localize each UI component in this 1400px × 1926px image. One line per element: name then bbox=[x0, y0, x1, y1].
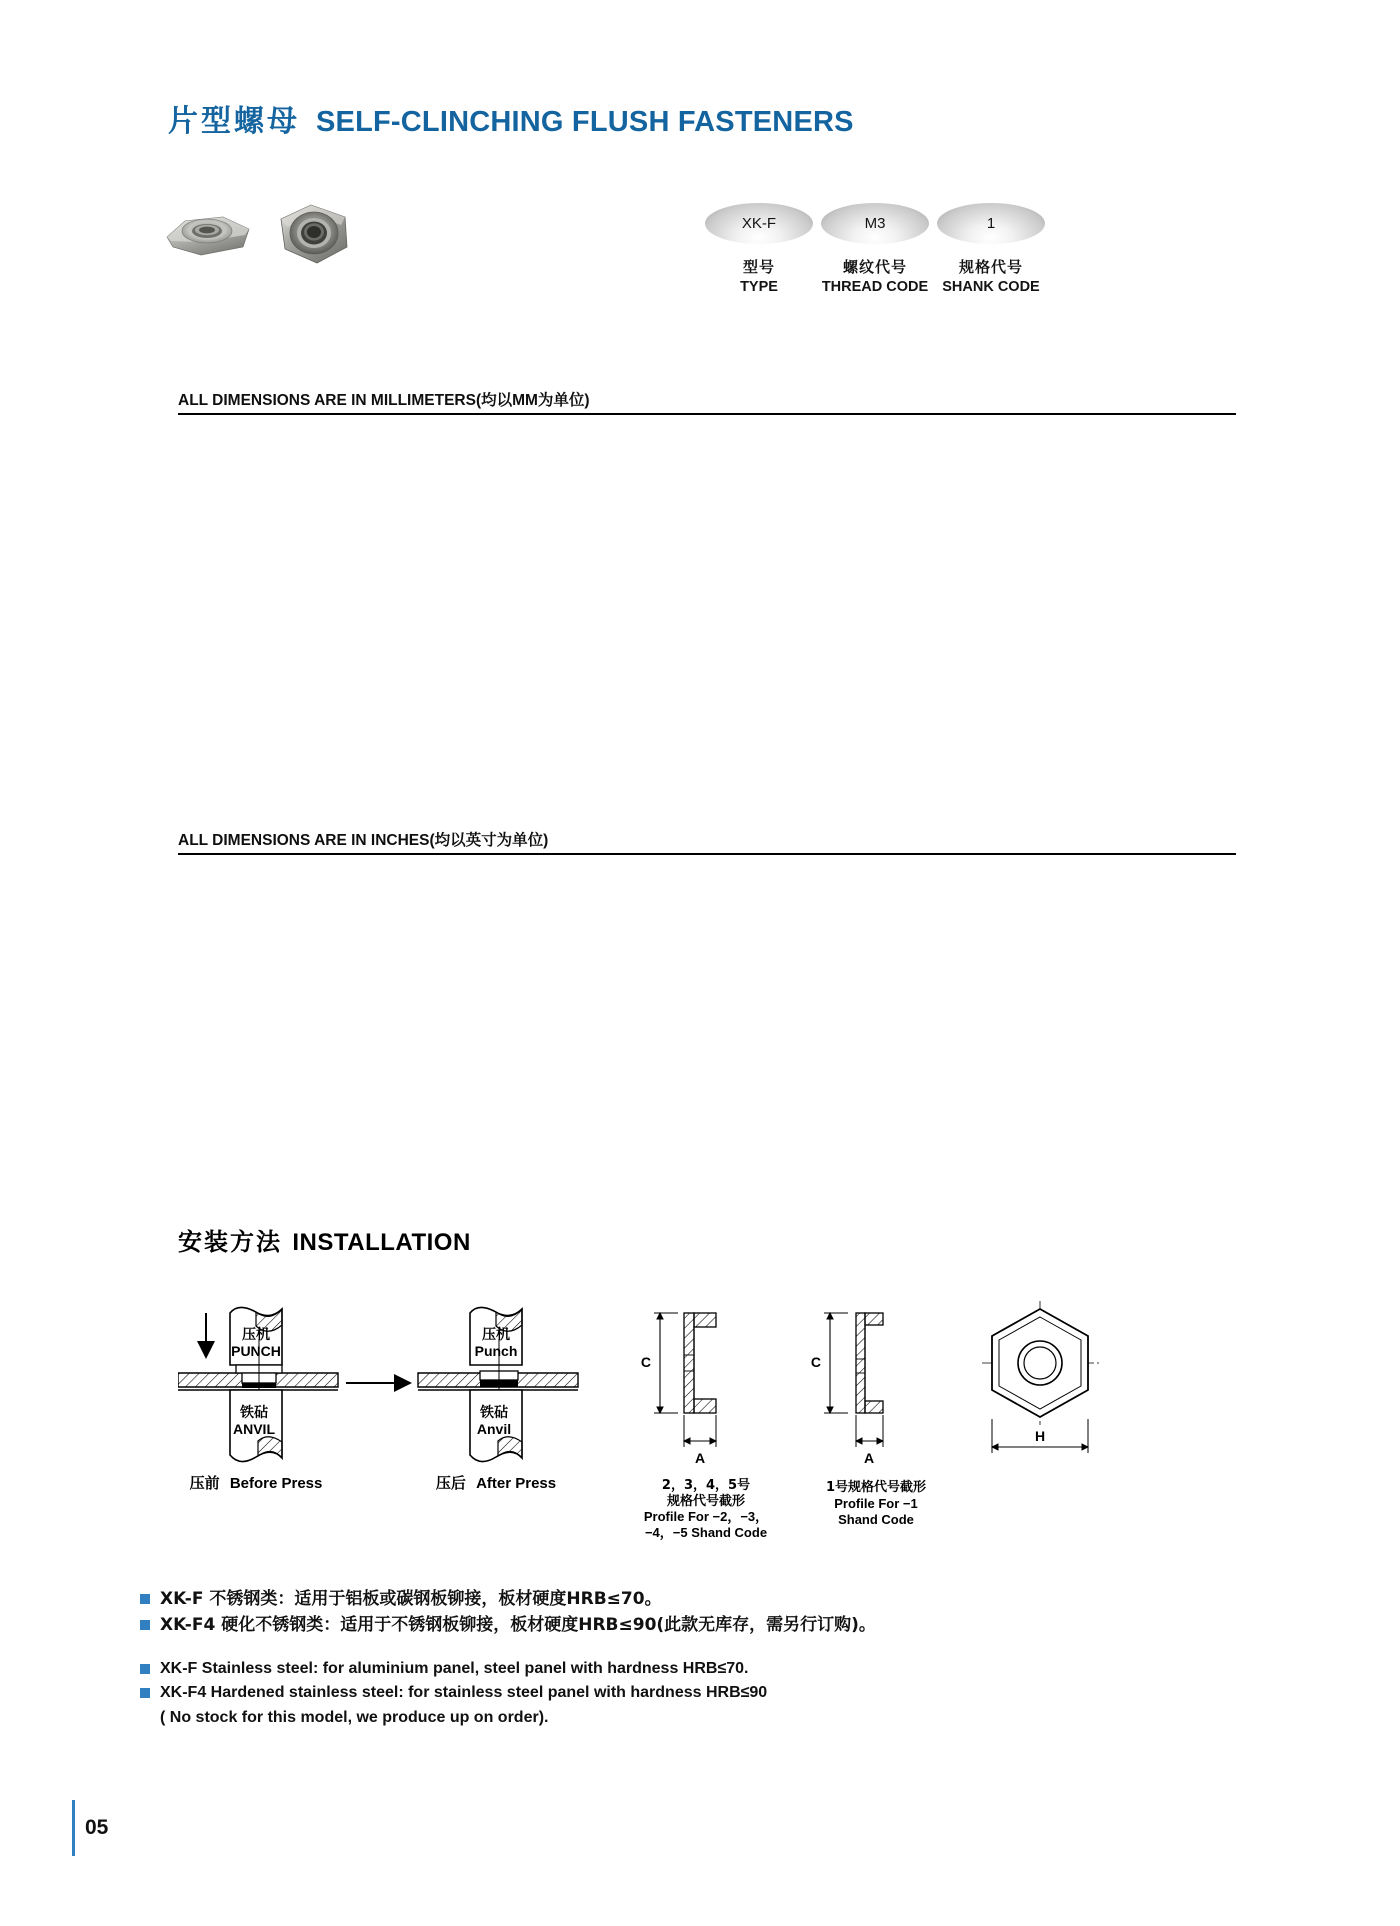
square-bullet-icon bbox=[140, 1664, 150, 1674]
install-step-before-press bbox=[178, 1307, 338, 1492]
svg-text:压机: 压机 bbox=[482, 1327, 510, 1343]
svg-text:−4，−5 Shand Code: −4，−5 Shand Code bbox=[644, 1525, 768, 1540]
profile-diagram-shank-1 bbox=[811, 1313, 927, 1527]
svg-text:铁砧: 铁砧 bbox=[480, 1405, 508, 1421]
svg-text:Profile For −2，−3，: Profile For −2，−3， bbox=[643, 1509, 769, 1524]
svg-text:压后 After Press: 压后 After Press bbox=[435, 1474, 557, 1492]
part-code-label-cn-type: 型号 bbox=[742, 258, 775, 276]
profile-a-dim-c: C bbox=[640, 1354, 651, 1370]
part-code-item-shank bbox=[937, 203, 1045, 295]
part-code-item-thread bbox=[821, 203, 929, 295]
hex-dim-h: H bbox=[1034, 1428, 1046, 1444]
mm-table-caption: ALL DIMENSIONS ARE IN MILLIMETERS(均以MM为单位) bbox=[178, 392, 590, 409]
part-code-item-type bbox=[705, 203, 813, 295]
svg-text:规格代号截形: 规格代号截形 bbox=[666, 1494, 746, 1509]
profile-diagram-multi-shank bbox=[641, 1313, 768, 1541]
installation-title bbox=[178, 1222, 471, 1257]
hex-profile-diagram bbox=[982, 1301, 1102, 1453]
nut-photo-left bbox=[167, 217, 249, 255]
mm-table-block bbox=[178, 388, 1234, 415]
nut-photo-right bbox=[281, 205, 347, 263]
part-code-label-cn-thread: 螺纹代号 bbox=[842, 258, 907, 276]
inch-spec-table bbox=[178, 853, 1236, 855]
svg-text:Punch: Punch bbox=[474, 1343, 518, 1359]
note-en-1 bbox=[140, 1658, 1240, 1680]
svg-text:PUNCH: PUNCH bbox=[231, 1343, 281, 1359]
product-photos bbox=[155, 185, 405, 280]
square-bullet-icon bbox=[140, 1688, 150, 1698]
part-code-value-thread: M3 bbox=[821, 203, 929, 244]
note-cn-1 bbox=[140, 1588, 1240, 1611]
page-title-cn: 片型螺母 bbox=[168, 104, 300, 139]
svg-text:1号规格代号截形: 1号规格代号截形 bbox=[825, 1480, 927, 1495]
page-title-en: SELF-CLINCHING FLUSH FASTENERS bbox=[316, 106, 854, 138]
profile-a-dim-a: A bbox=[694, 1450, 706, 1466]
page-footer bbox=[72, 1800, 108, 1856]
svg-text:压机: 压机 bbox=[242, 1327, 270, 1343]
inch-table-block bbox=[178, 828, 1234, 855]
svg-text:ANVIL: ANVIL bbox=[233, 1421, 275, 1437]
page-number: 05 bbox=[85, 1816, 109, 1839]
square-bullet-icon bbox=[140, 1620, 150, 1630]
part-code-value-shank: 1 bbox=[937, 203, 1045, 244]
note-en-3 bbox=[140, 1707, 1240, 1729]
mm-spec-table bbox=[178, 413, 1236, 415]
page-header bbox=[168, 96, 854, 140]
svg-text:铁砧: 铁砧 bbox=[240, 1405, 268, 1421]
part-code-label-en-type: TYPE bbox=[740, 279, 778, 295]
square-bullet-icon-placeholder bbox=[140, 1713, 150, 1723]
note-cn-2-text: XK-F4 硬化不锈钢类：适用于不锈钢板铆接，板材硬度HRB≤90(此款无库存，需另行订购)。 bbox=[160, 1614, 876, 1635]
part-code-label-en-thread: THREAD CODE bbox=[821, 279, 929, 295]
note-cn-1-text: XK-F 不锈钢类：适用于铝板或碳钢板铆接，板材硬度HRB≤70。 bbox=[160, 1589, 662, 1609]
svg-text:Profile For −1: Profile For −1 bbox=[834, 1496, 918, 1511]
square-bullet-icon bbox=[140, 1594, 150, 1604]
svg-text:Shand Code: Shand Code bbox=[838, 1512, 914, 1527]
profile-b-dim-a: A bbox=[863, 1450, 875, 1466]
svg-text:2，3，4，5号: 2，3，4，5号 bbox=[661, 1478, 751, 1493]
svg-text:Anvil: Anvil bbox=[476, 1421, 512, 1437]
part-code-label-en-shank: SHANK CODE bbox=[942, 279, 1040, 295]
install-step-after-press bbox=[418, 1307, 578, 1492]
installation-diagrams bbox=[178, 1295, 1234, 1565]
footer-accent-bar bbox=[72, 1800, 75, 1856]
part-code-label-cn-shank: 规格代号 bbox=[958, 258, 1023, 276]
notes-spacer bbox=[140, 1640, 1240, 1658]
note-en-1-text: XK-F Stainless steel: for aluminium panel, steel panel with hardness HRB≤70. bbox=[160, 1659, 749, 1677]
note-en-3-text: ( No stock for this model, we produce up on order). bbox=[160, 1709, 549, 1727]
part-code-value-type: XK-F bbox=[705, 203, 813, 244]
svg-text:压前 Before Press: 压前 Before Press bbox=[189, 1474, 323, 1492]
inch-table-caption: ALL DIMENSIONS ARE IN INCHES(均以英寸为单位) bbox=[178, 832, 549, 849]
part-code-legend bbox=[705, 203, 1045, 295]
note-cn-2 bbox=[140, 1614, 1240, 1637]
note-en-2-text: XK-F4 Hardened stainless steel: for stainless steel panel with hardness HRB≤90 bbox=[160, 1684, 768, 1702]
note-en-2 bbox=[140, 1682, 1240, 1704]
installation-title-cn: 安装方法 bbox=[178, 1228, 282, 1256]
profile-b-dim-c: C bbox=[810, 1354, 821, 1370]
notes-section bbox=[140, 1588, 1240, 1732]
installation-title-en: INSTALLATION bbox=[292, 1229, 471, 1256]
